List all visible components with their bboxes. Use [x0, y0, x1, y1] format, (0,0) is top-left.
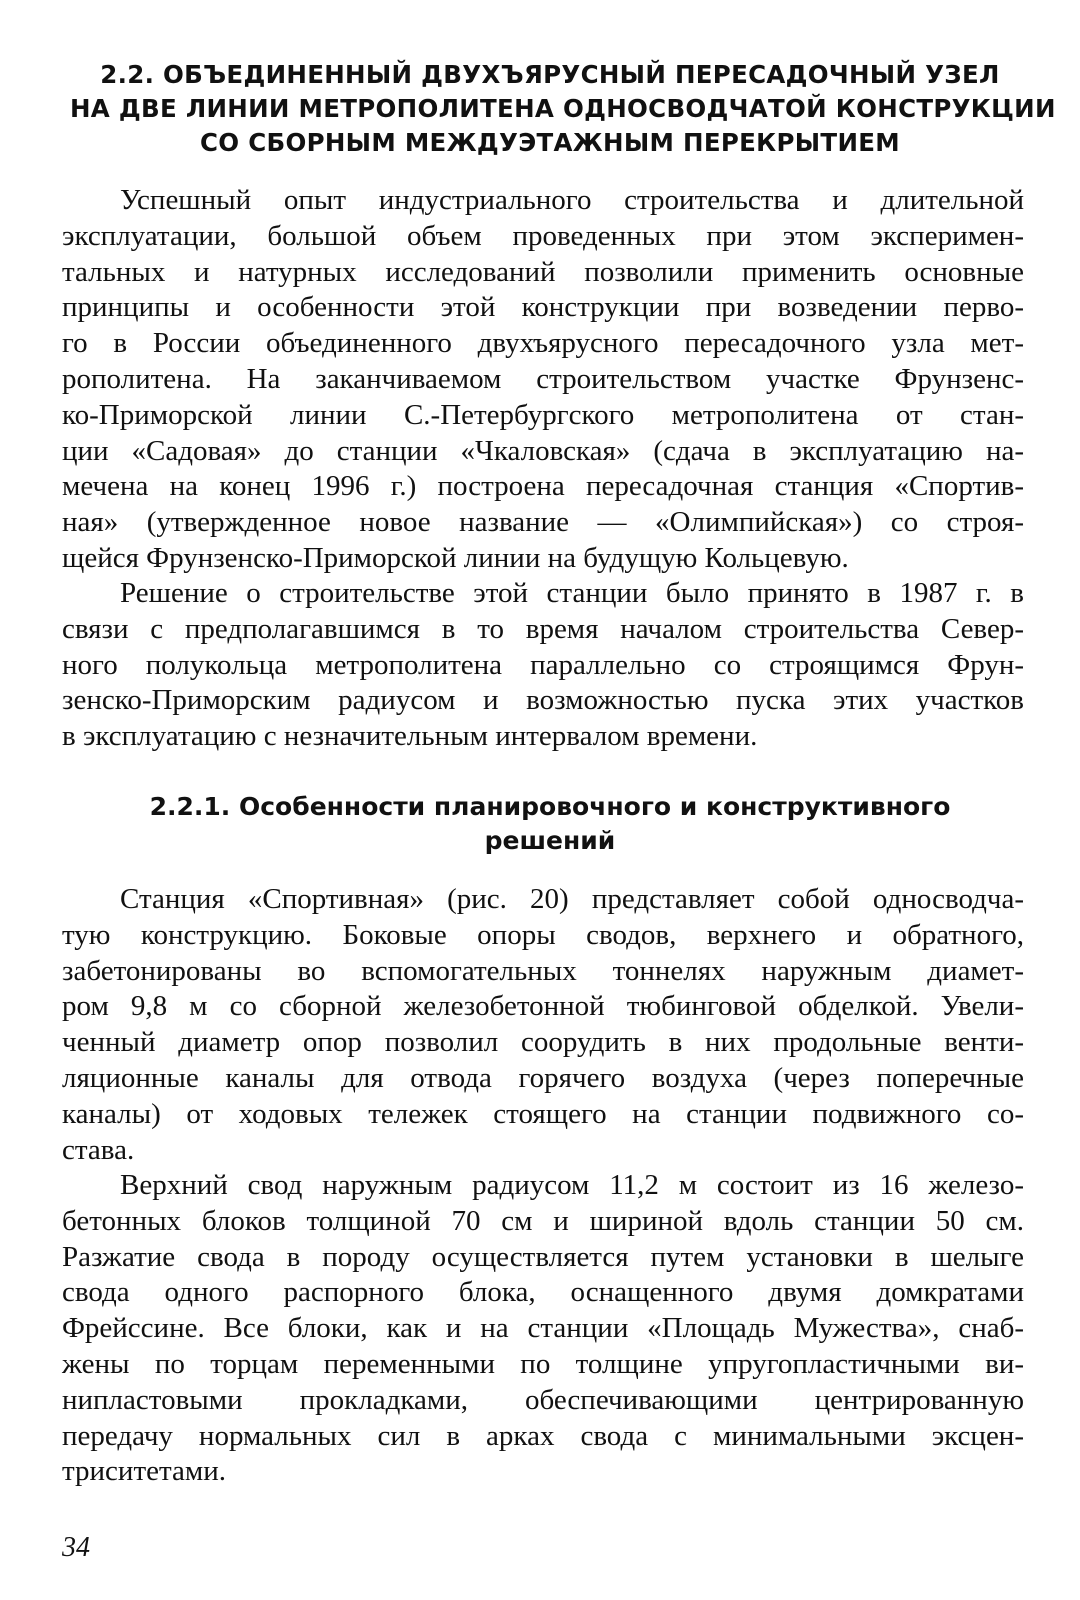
paragraph-line: ко-Приморской линии С.-Петербургского метрополитена от стан-	[62, 398, 1024, 431]
paragraph-line: принципы и особенности этой конструкции при возведении перво-	[62, 291, 1024, 324]
paragraph-line: свода одного распорного блока, оснащенного двумя домкратами	[62, 1276, 1024, 1309]
paragraph-line: ная» (утвержденное новое название — «Олимпийская») со строя-	[62, 506, 1024, 539]
page-number: 34	[62, 1532, 90, 1563]
paragraph-line: ции «Садовая» до станции «Чкаловская» (сдача в эксплуатацию на-	[62, 434, 1024, 467]
section-title-line: НА ДВЕ ЛИНИИ МЕТРОПОЛИТЕНА ОДНОСВОДЧАТОЙ КОНСТРУКЦИИ	[70, 94, 1056, 123]
paragraph-line: го в России объединенного двухъярусного пересадочного узла мет-	[62, 327, 1024, 360]
paragraph-line: Успешный опыт индустриального строительства и длительной	[120, 184, 1024, 216]
paragraph-line: нипластовыми прокладками, обеспечивающими центрированную	[62, 1383, 1024, 1416]
paragraph-line: ного полукольца метрополитена параллельно со строящимся Фрун-	[62, 648, 1024, 681]
paragraph-line: ченный диаметр опор позволил соорудить в них продольные венти-	[62, 1026, 1024, 1059]
paragraph-line: передачу нормальных сил в арках свода с минимальными эксцен-	[62, 1419, 1024, 1452]
paragraph-line: триситетами.	[62, 1455, 227, 1488]
paragraph-3	[62, 882, 1024, 1168]
paragraph-line: в эксплуатацию с незначительным интервалом времени.	[62, 720, 758, 753]
section-title-line: СО СБОРНЫМ МЕЖДУЭТАЖНЫМ ПЕРЕКРЫТИЕМ	[200, 128, 900, 157]
section-title	[70, 58, 1056, 160]
paragraph-line: тальных и натурных исследований позволили применить основные	[62, 255, 1024, 288]
paragraph-1	[62, 183, 1024, 577]
paragraph-line: Разжатие свода в породу осуществляется путем установки в шелыге	[62, 1240, 1024, 1273]
paragraph-line: ляционные каналы для отвода горячего воздуха (через поперечные	[62, 1061, 1024, 1094]
paragraph-line: связи с предполагавшимся в то время началом строительства Север-	[62, 612, 1024, 645]
paragraph-line: Фрейссине. Все блоки, как и на станции «Площадь Мужества», снаб-	[62, 1312, 1024, 1345]
paragraph-2	[62, 576, 1024, 755]
paragraph-line: эксплуатации, большой объем проведенных при этом эксперимен-	[62, 219, 1024, 252]
paragraph-line: Решение о строительстве этой станции было принято в 1987 г. в	[120, 577, 1024, 609]
paragraph-line: става.	[62, 1133, 135, 1166]
paragraph-line: Станция «Спортивная» (рис. 20) представляет собой односводча-	[120, 883, 1024, 915]
subsection-title-line: 2.2.1. Особенности планировочного и конструктивного	[149, 792, 951, 821]
subsection-title	[90, 790, 1010, 858]
section-title-line: 2.2. ОБЪЕДИНЕННЫЙ ДВУХЪЯРУСНЫЙ ПЕРЕСАДОЧНЫЙ УЗЕЛ	[100, 60, 1000, 89]
paragraph-line: ром 9,8 м со сборной железобетонной тюбинговой обделкой. Увели-	[62, 990, 1024, 1023]
paragraph-line: забетонированы во вспомогательных тоннелях наружным диамет-	[62, 954, 1024, 987]
paragraph-line: каналы) от ходовых тележек стоящего на станции подвижного со-	[62, 1097, 1024, 1130]
paragraph-line: бетонных блоков толщиной 70 см и шириной вдоль станции 50 см.	[62, 1204, 1024, 1237]
paragraph-line: жены по торцам переменными по толщине упругопластичными ви-	[62, 1347, 1024, 1380]
paragraph-line: тую конструкцию. Боковые опоры сводов, верхнего и обратного,	[62, 918, 1024, 951]
paragraph-line: мечена на конец 1996 г.) построена пересадочная станция «Спортив-	[62, 470, 1024, 503]
paragraph-line: щейся Фрунзенско-Приморской линии на будущую Кольцевую.	[62, 541, 849, 574]
paragraph-line: рополитена. На заканчиваемом строительством участке Фрунзенс-	[62, 362, 1024, 395]
paragraph-line: Верхний свод наружным радиусом 11,2 м состоит из 16 железо-	[120, 1169, 1024, 1201]
subsection-title-line: решений	[484, 826, 616, 855]
paragraph-4	[62, 1168, 1024, 1490]
paragraph-line: зенско-Приморским радиусом и возможностью пуска этих участков	[62, 684, 1024, 717]
